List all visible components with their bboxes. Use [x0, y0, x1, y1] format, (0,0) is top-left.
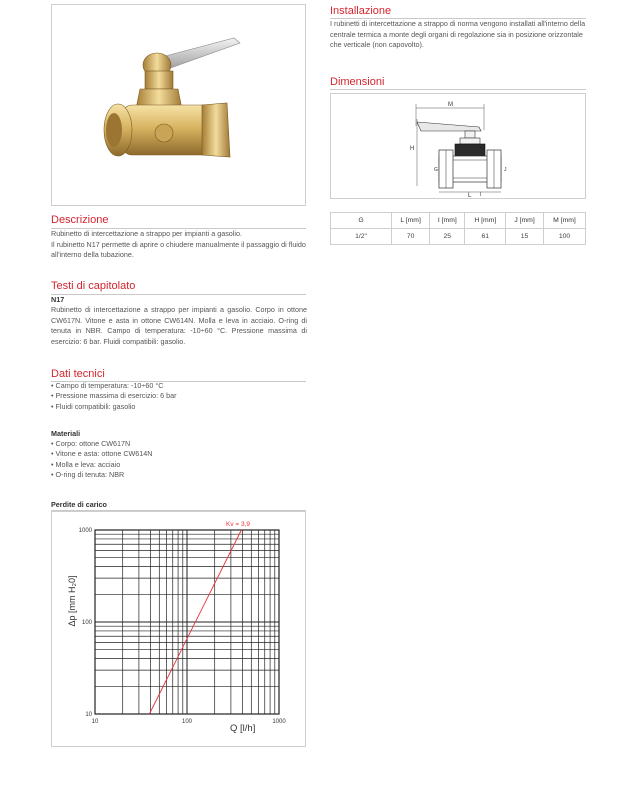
table-header-cell: G: [331, 213, 392, 229]
table-header-cell: I [mm]: [430, 213, 465, 229]
valve-photo: [52, 5, 305, 205]
descrizione-heading: Descrizione: [51, 214, 109, 226]
list-item: • Fluidi compatibili: gasolio: [51, 401, 136, 411]
x-axis-label: Q [l/h]: [230, 723, 256, 734]
y-tick-label: 1000: [78, 528, 92, 534]
list-item: • Corpo: ottone CW617N: [51, 439, 131, 448]
y-axis-label: Δp [mm H₂0]: [67, 575, 77, 627]
dim-label-i: I: [480, 192, 482, 198]
installazione-heading: Installazione: [330, 5, 392, 17]
materiali-list: [51, 439, 306, 481]
list-item: • Pressione massima di esercizio: 6 bar: [51, 391, 177, 401]
table-cell: 15: [506, 229, 544, 245]
product-photo-frame: [51, 4, 306, 206]
table-cell: 100: [544, 229, 586, 245]
dati-heading: Dati tecnici: [51, 368, 105, 380]
table-header-cell: J [mm]: [506, 213, 544, 229]
table-header-row: [331, 213, 586, 229]
materiali-heading: Materiali: [51, 429, 81, 438]
list-item: • Vitone e asta: ottone CW614N: [51, 449, 153, 459]
divider: [330, 89, 586, 90]
table-cell: 25: [430, 229, 465, 245]
dim-label-l: L: [468, 193, 472, 198]
list-item: • Molla e leva: acciaio: [51, 459, 121, 469]
x-tick-label: 10: [91, 719, 99, 725]
table-cell: 70: [392, 229, 430, 245]
testi-text: Rubinetto di intercettazione a strappo per impianti a gasolio. Corpo in ottone CW617N. Vitone e asta in ottone CW614N. Molla e leva in acciaio. O-ring di tenuta in NBR. Campo di temperatura: -10÷60 °C. Pressione massima di esercizio: 6 bar. Fluidi compatibili: gasolio.: [51, 305, 307, 346]
list-item: • O-ring di tenuta: NBR: [51, 470, 125, 480]
dimensions-drawing: [331, 94, 585, 198]
testi-heading: Testi di capitolato: [51, 280, 136, 292]
y-tick-label: 100: [81, 620, 92, 626]
testi-code: N17: [51, 295, 65, 304]
pressure-loss-chart: [51, 511, 306, 747]
dimensions-table: [330, 212, 586, 245]
table-cell: 61: [465, 229, 506, 245]
descrizione-text: Rubinetto di intercettazione a strappo per impianti a gasolio. Il rubinetto N17 permette di aprire o chiudere manualmente il passaggio di fluido all'interno della tubazione.: [51, 229, 306, 260]
chart-grid: [95, 530, 279, 714]
dim-label-m: M: [448, 102, 453, 108]
dimensioni-heading: Dimensioni: [330, 76, 385, 88]
dim-label-h: H: [410, 146, 415, 152]
divider: [51, 294, 306, 295]
y-tick-label: 10: [85, 712, 92, 718]
dim-label-g: G: [434, 167, 438, 173]
series-label: Kv = 3,9: [226, 521, 251, 528]
table-header-cell: M [mm]: [544, 213, 586, 229]
x-tick-label: 1000: [272, 719, 286, 725]
table-header-cell: H [mm]: [465, 213, 506, 229]
dati-list: [51, 381, 306, 412]
perdite-heading: Perdite di carico: [51, 500, 107, 509]
table-cell: 1/2": [331, 229, 392, 245]
x-tick-label: 100: [181, 719, 193, 725]
list-item: • Campo di temperatura: -10÷60 °C: [51, 381, 164, 390]
table-row: [331, 229, 586, 245]
installazione-text: I rubinetti di intercettazione a strappo di norma vengono installati all'interno della centrale termica a monte degli organi di regolazione sia in posizione orizzontale che verticale (non capovolto).: [330, 19, 586, 50]
table-header-cell: L [mm]: [392, 213, 430, 229]
dim-label-j: J: [504, 167, 507, 173]
dimensions-drawing-frame: [330, 93, 586, 199]
